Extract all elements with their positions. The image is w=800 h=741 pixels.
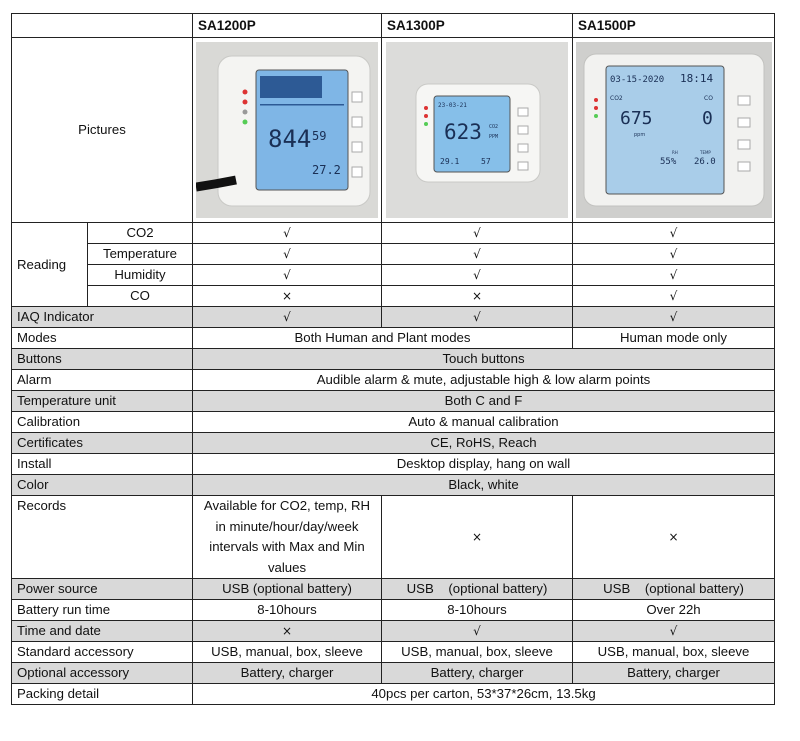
row-value: Touch buttons bbox=[193, 349, 775, 370]
sa1300p-ppm: PPM bbox=[489, 134, 499, 140]
picture-sa1500p bbox=[573, 38, 775, 223]
row-value: Over 22h bbox=[573, 600, 775, 621]
row-label: Time and date bbox=[12, 621, 193, 642]
packing-row bbox=[12, 684, 775, 705]
reading-group-label: Reading bbox=[12, 223, 88, 307]
reading-name: Humidity bbox=[88, 265, 193, 286]
calibration-row bbox=[12, 412, 775, 433]
row-value: USB (optional battery) bbox=[193, 579, 382, 600]
picture-sa1300p bbox=[382, 38, 573, 223]
reading-row-temperature bbox=[12, 244, 775, 265]
pictures-row bbox=[12, 38, 775, 223]
sa1200p-co2-reading: 844 bbox=[268, 125, 312, 153]
row-value: √ bbox=[573, 621, 775, 642]
sa1300p-rh-reading: 57 bbox=[481, 157, 491, 166]
picture-sa1200p bbox=[193, 38, 382, 223]
row-value: √ bbox=[382, 307, 573, 328]
row-label: Power source bbox=[12, 579, 193, 600]
row-value: Battery, charger bbox=[193, 663, 382, 684]
sa1300p-temp-reading: 29.1 bbox=[440, 157, 460, 166]
row-value: CE, RoHS, Reach bbox=[193, 433, 775, 454]
reading-name: CO bbox=[88, 286, 193, 307]
header-sa1300p: SA1300P bbox=[382, 14, 573, 38]
modes-row bbox=[12, 328, 775, 349]
certificates-row bbox=[12, 433, 775, 454]
alarm-row bbox=[12, 370, 775, 391]
sa1200p-rh-reading: 59 bbox=[312, 129, 327, 143]
row-value: USB, manual, box, sleeve bbox=[573, 642, 775, 663]
sa1500p-co2-label: CO2 bbox=[609, 95, 623, 102]
sa1500p-temp-label: TEMP bbox=[699, 150, 711, 155]
standard-accessory-row bbox=[12, 642, 775, 663]
sa1300p-co2-reading: 623 bbox=[444, 120, 482, 144]
iaq-row bbox=[12, 307, 775, 328]
header-sa1200p: SA1200P bbox=[193, 14, 382, 38]
optional-accessory-row bbox=[12, 663, 775, 684]
row-label: Color bbox=[12, 475, 193, 496]
sa1300p-unit: CO2 bbox=[489, 124, 499, 130]
row-label: IAQ Indicator bbox=[12, 307, 193, 328]
battery-row bbox=[12, 600, 775, 621]
reading-value: √ bbox=[193, 244, 382, 265]
row-label: Calibration bbox=[12, 412, 193, 433]
sa1500p-co2-reading: 675 bbox=[619, 108, 653, 129]
row-label: Temperature unit bbox=[12, 391, 193, 412]
row-value: Desktop display, hang on wall bbox=[193, 454, 775, 475]
time-date-row bbox=[12, 621, 775, 642]
reading-row-co bbox=[12, 286, 775, 307]
reading-value: √ bbox=[573, 244, 775, 265]
row-label: Records bbox=[12, 496, 193, 579]
row-value: Human mode only bbox=[573, 328, 775, 349]
row-value: USB, manual, box, sleeve bbox=[382, 642, 573, 663]
reading-name: Temperature bbox=[88, 244, 193, 265]
row-value: Auto & manual calibration bbox=[193, 412, 775, 433]
sa1500p-rh-label: RH bbox=[671, 150, 678, 155]
sa1500p-date: 03-15-2020 bbox=[609, 75, 664, 85]
row-label: Packing detail bbox=[12, 684, 193, 705]
row-label: Modes bbox=[12, 328, 193, 349]
color-row bbox=[12, 475, 775, 496]
reading-value: √ bbox=[573, 265, 775, 286]
row-label: Battery run time bbox=[12, 600, 193, 621]
row-value: √ bbox=[382, 621, 573, 642]
sa1300p-date: 23-03-21 bbox=[438, 102, 467, 109]
reading-value: √ bbox=[193, 265, 382, 286]
row-value: Both Human and Plant modes bbox=[193, 328, 573, 349]
spec-table bbox=[11, 13, 775, 705]
sa1500p-co-label: CO bbox=[703, 95, 713, 102]
reading-name: CO2 bbox=[88, 223, 193, 244]
pictures-label: Pictures bbox=[12, 38, 193, 223]
row-label: Optional accessory bbox=[12, 663, 193, 684]
row-value: × bbox=[382, 496, 573, 579]
row-label: Install bbox=[12, 454, 193, 475]
sa1200p-device-image bbox=[196, 42, 378, 218]
reading-value: √ bbox=[382, 223, 573, 244]
row-value: Battery, charger bbox=[573, 663, 775, 684]
row-value: √ bbox=[193, 307, 382, 328]
reading-row-co2 bbox=[12, 223, 775, 244]
row-value: Audible alarm & mute, adjustable high & low alarm points bbox=[193, 370, 775, 391]
row-value: Battery, charger bbox=[382, 663, 573, 684]
power-source-row bbox=[12, 579, 775, 600]
row-value: 8-10hours bbox=[382, 600, 573, 621]
sa1200p-temp-reading: 27.2 bbox=[312, 163, 341, 177]
row-value: 8-10hours bbox=[193, 600, 382, 621]
sa1500p-rh-reading: 55% bbox=[659, 157, 676, 167]
row-label: Certificates bbox=[12, 433, 193, 454]
sa1500p-temp-reading: 26.0 bbox=[693, 157, 716, 167]
sa1500p-time: 18:14 bbox=[679, 72, 713, 85]
reading-value: × bbox=[193, 286, 382, 307]
row-label: Standard accessory bbox=[12, 642, 193, 663]
buttons-row bbox=[12, 349, 775, 370]
reading-value: × bbox=[382, 286, 573, 307]
sa1500p-co-reading: 0 bbox=[701, 108, 713, 129]
row-value: Black, white bbox=[193, 475, 775, 496]
reading-value: √ bbox=[382, 244, 573, 265]
reading-value: √ bbox=[573, 286, 775, 307]
row-value: Available for CO2, temp, RH in minute/hour/day/week intervals with Max and Min values bbox=[193, 496, 382, 579]
row-label: Alarm bbox=[12, 370, 193, 391]
header-sa1500p: SA1500P bbox=[573, 14, 775, 38]
row-value: Both C and F bbox=[193, 391, 775, 412]
temperature-unit-row bbox=[12, 391, 775, 412]
row-label: Buttons bbox=[12, 349, 193, 370]
row-value: USB, manual, box, sleeve bbox=[193, 642, 382, 663]
row-value: × bbox=[193, 621, 382, 642]
row-value: √ bbox=[573, 307, 775, 328]
sa1500p-ppm: ppm bbox=[633, 132, 645, 138]
install-row bbox=[12, 454, 775, 475]
row-value: × bbox=[573, 496, 775, 579]
reading-value: √ bbox=[573, 223, 775, 244]
row-value: USB (optional battery) bbox=[573, 579, 775, 600]
header-blank bbox=[12, 14, 193, 38]
reading-value: √ bbox=[193, 223, 382, 244]
reading-value: √ bbox=[382, 265, 573, 286]
row-value: 40pcs per carton, 53*37*26cm, 13.5kg bbox=[193, 684, 775, 705]
row-value: USB (optional battery) bbox=[382, 579, 573, 600]
sa1300p-device-image bbox=[386, 42, 568, 218]
sa1500p-device-image bbox=[576, 42, 772, 218]
header-row bbox=[12, 14, 775, 38]
records-row bbox=[12, 496, 775, 579]
reading-row-humidity bbox=[12, 265, 775, 286]
